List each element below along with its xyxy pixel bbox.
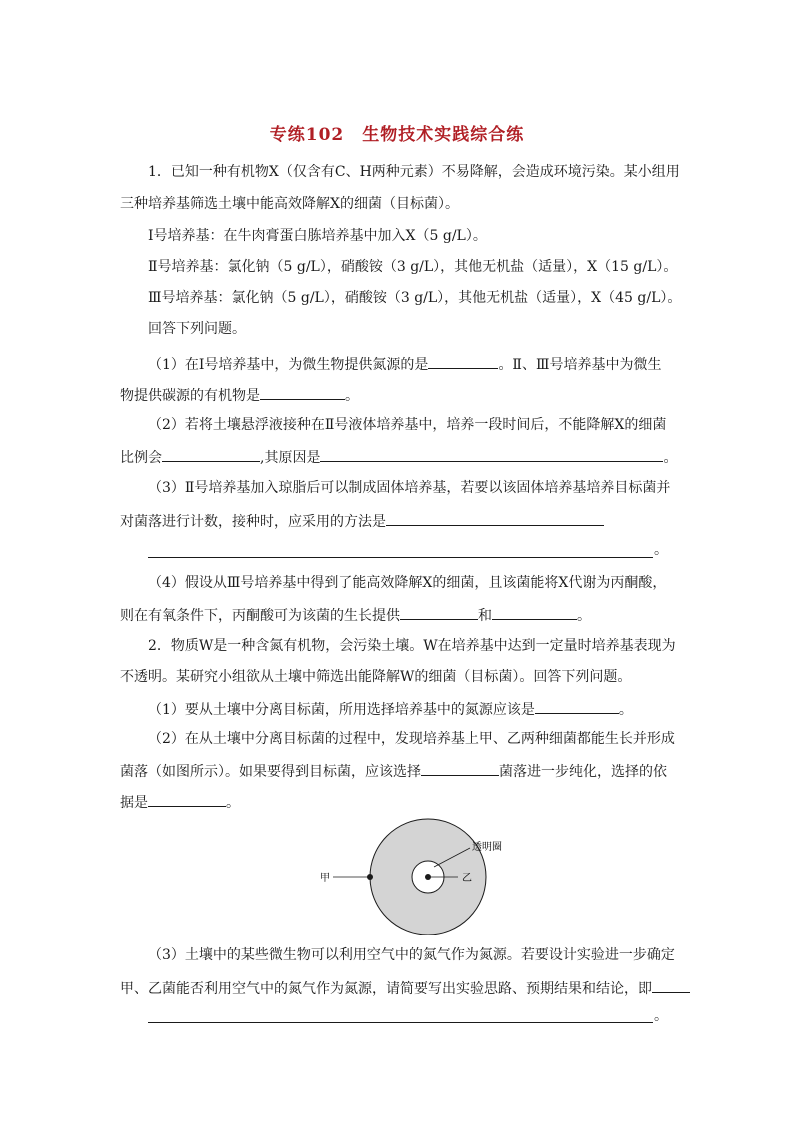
answer-blank[interactable]	[535, 698, 619, 714]
q1-part4-text-d: 。	[577, 608, 591, 624]
q2-part2-text-c: 菌落进一步纯化，选择的依	[499, 764, 667, 780]
q2-intro-line2: 不透明。某研究小组欲从土壤中筛选出能降解W的细菌（目标菌）。回答下列问题。	[120, 669, 632, 685]
q2-part1-text-b: 。	[618, 702, 633, 718]
q2-part3-line1: （3）土壤中的某些微生物可以利用空气中的氮气作为氮源。若要设计实验进一步确定	[148, 947, 675, 963]
q1-medium-3: Ⅲ号培养基：氯化钠（5 g/L），硝酸铵（3 g/L），其他无机盐（适量），X（45 g/L）。	[148, 290, 682, 306]
q1-part3-text-b: 对菌落进行计数，接种时，应采用的方法是	[120, 514, 386, 530]
q2-part2-text-d: 据是	[120, 795, 148, 811]
answer-blank[interactable]	[428, 353, 498, 369]
q2-part3-line2	[120, 977, 690, 999]
answer-blank-full[interactable]	[148, 1022, 653, 1023]
q1-intro-line2: 三种培养基筛选土壤中能高效降解X的细菌（目标菌）。	[120, 196, 459, 212]
q2-part3-period: 。	[654, 1008, 668, 1024]
answer-blank[interactable]	[320, 446, 663, 462]
answer-blank[interactable]	[162, 446, 260, 462]
answer-blank[interactable]	[492, 604, 577, 620]
q1-prompt: 回答下列问题。	[148, 321, 246, 337]
q1-part4-line2	[120, 604, 591, 626]
q1-part2-line2	[120, 446, 677, 468]
label-halo: 透明圈	[472, 842, 502, 853]
q1-medium-1: Ⅰ号培养基：在牛肉膏蛋白胨培养基中加入X（5 g/L）。	[148, 228, 487, 244]
answer-blank[interactable]	[386, 510, 604, 526]
answer-blank[interactable]	[260, 384, 345, 400]
q2-part2-line3	[120, 791, 240, 813]
q1-intro-line1: 1．已知一种有机物X（仅含有C、H两种元素）不易降解，会造成环境污染。某小组用	[148, 164, 680, 180]
answer-blank-full[interactable]	[148, 557, 653, 558]
q2-part3-text-b: 甲、乙菌能否利用空气中的氮气作为氮源，请简要写出实验思路、预期结果和结论，即	[120, 981, 652, 997]
answer-blank[interactable]	[652, 977, 690, 993]
q1-part2-text-c: ,其原因是	[260, 450, 321, 466]
q2-part2-line2	[120, 760, 667, 782]
label-yi: 乙	[462, 873, 472, 884]
answer-blank[interactable]	[148, 791, 226, 807]
q1-part1-text-a: （1）在Ⅰ号培养基中，为微生物提供氮源的是	[148, 357, 429, 373]
q1-part3-line2	[120, 510, 604, 532]
answer-blank[interactable]	[421, 760, 499, 776]
q1-part1-line1	[148, 353, 661, 375]
q1-part4-text-c: 和	[478, 608, 492, 624]
q1-medium-2: Ⅱ号培养基：氯化钠（5 g/L），硝酸铵（3 g/L），其他无机盐（适量），X（15 g/L）。	[148, 259, 678, 275]
q2-part1-line1	[148, 698, 633, 720]
q1-part3-line1: （3）Ⅱ号培养基加入琼脂后可以制成固体培养基，若要以该固体培养基培养目标菌并	[148, 480, 671, 496]
q1-part1-text-c: 物提供碳源的有机物是	[120, 388, 260, 404]
q1-part4-line1: （4）假设从Ⅲ号培养基中得到了能高效降解X的细菌，且该菌能将X代谢为丙酮酸，	[148, 575, 667, 591]
q2-part1-text-a: （1）要从土壤中分离目标菌，所用选择培养基中的氮源应该是	[148, 702, 535, 718]
q1-part1-text-b: 。Ⅱ、Ⅲ号培养基中为微生	[498, 357, 662, 373]
q2-intro-line1: 2．物质W是一种含氮有机物，会污染土壤。W在培养基中达到一定量时培养基表现为	[148, 638, 676, 654]
q1-part1-text-d: 。	[345, 388, 359, 404]
q2-part2-text-b: 菌落（如图所示）。如果要得到目标菌，应该选择	[120, 764, 421, 780]
q2-part2-text-e: 。	[226, 795, 240, 811]
q1-part3-period: 。	[654, 542, 668, 558]
q2-part2-line1: （2）在从土壤中分离目标菌的过程中，发现培养基上甲、乙两种细菌都能生长并形成	[148, 731, 675, 747]
colony-yi	[425, 874, 431, 880]
q1-part1-line2	[120, 384, 359, 406]
q1-part4-text-b: 则在有氧条件下，丙酮酸可为该菌的生长提供	[120, 608, 400, 624]
page-title: 专练102 生物技术实践综合练	[269, 125, 525, 145]
q1-part2-text-b: 比例会	[120, 450, 162, 466]
label-jia: 甲	[320, 873, 330, 884]
answer-blank[interactable]	[400, 604, 478, 620]
petri-dish-figure	[310, 815, 520, 935]
q1-part2-text-d: 。	[663, 450, 678, 466]
q1-part2-line1: （2）若将土壤悬浮液接种在Ⅱ号液体培养基中，培养一段时间后，不能降解X的细菌	[148, 417, 667, 433]
